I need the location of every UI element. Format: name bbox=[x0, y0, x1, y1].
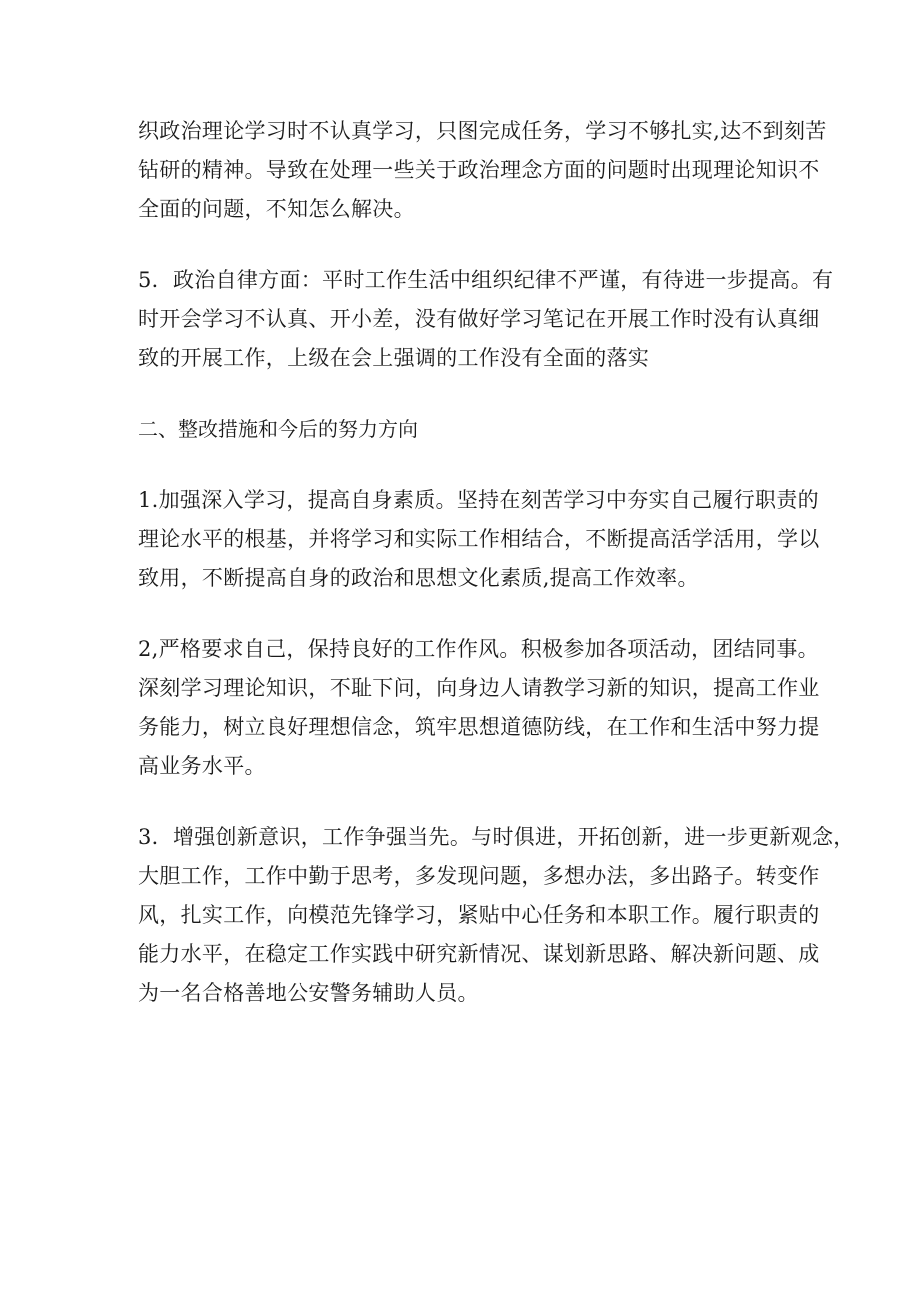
text-line: 1.加强深入学习，提高自身素质。坚持在刻苦学习中夯实自己履行职责的 bbox=[138, 488, 819, 512]
section-heading bbox=[138, 410, 790, 449]
text-line: 理论水平的根基，并将学习和实际工作相结合，不断提高活学活用，学以 bbox=[138, 527, 820, 551]
text-line: 时开会学习不认真、开小差，没有做好学习笔记在开展工作时没有认真细 bbox=[138, 307, 820, 331]
text-line: 2,严格要求自己，保持良好的工作作风。积极参加各项活动，团结同事。 bbox=[138, 637, 819, 661]
paragraph-measure-3 bbox=[138, 818, 855, 1013]
text-line: 织政治理论学习时不认真学习，只图完成任务，学习不够扎实,达不到刻苦 bbox=[138, 119, 827, 143]
text-line: 全面的问题，不知怎么解决。 bbox=[138, 197, 415, 221]
text-line: 大胆工作，工作中勤于思考，多发现问题，多想办法，多出路子。转变作 bbox=[138, 864, 820, 888]
paragraph-continuation bbox=[138, 112, 827, 229]
text-line: 3．增强创新意识，工作争强当先。与时俱进，开拓创新，进一步更新观念， bbox=[138, 825, 855, 849]
paragraph-measure-2 bbox=[138, 630, 820, 786]
heading-text: 二、整改措施和今后的努力方向 bbox=[138, 417, 418, 441]
text-line: 5．政治自律方面：平时工作生活中组织纪律不严谨，有待进一步提高。有 bbox=[138, 268, 834, 292]
document-body bbox=[138, 112, 855, 1045]
text-line: 致用，不断提高自身的政治和思想文化素质,提高工作效率。 bbox=[138, 566, 699, 590]
text-line: 高业务水平。 bbox=[138, 754, 266, 778]
text-line: 致的开展工作，上级在会上强调的工作没有全面的落实 bbox=[138, 346, 650, 370]
text-line: 风，扎实工作，向模范先锋学习，紧贴中心任务和本职工作。履行职责的 bbox=[138, 903, 820, 927]
text-line: 务能力，树立良好理想信念，筑牢思想道德防线，在工作和生活中努力提 bbox=[138, 715, 820, 739]
paragraph-measure-1 bbox=[138, 481, 820, 598]
text-line: 为一名合格善地公安警务辅助人员。 bbox=[138, 981, 479, 1005]
text-line: 深刻学习理论知识，不耻下问，向身边人请教学习新的知识，提高工作业 bbox=[138, 676, 820, 700]
text-line: 钻研的精神。导致在处理一些关于政治理念方面的问题时出现理论知识不 bbox=[138, 158, 820, 182]
paragraph-item-5 bbox=[138, 261, 834, 378]
text-line: 能力水平，在稳定工作实践中研究新情况、谋划新思路、解决新问题、成 bbox=[138, 942, 820, 966]
